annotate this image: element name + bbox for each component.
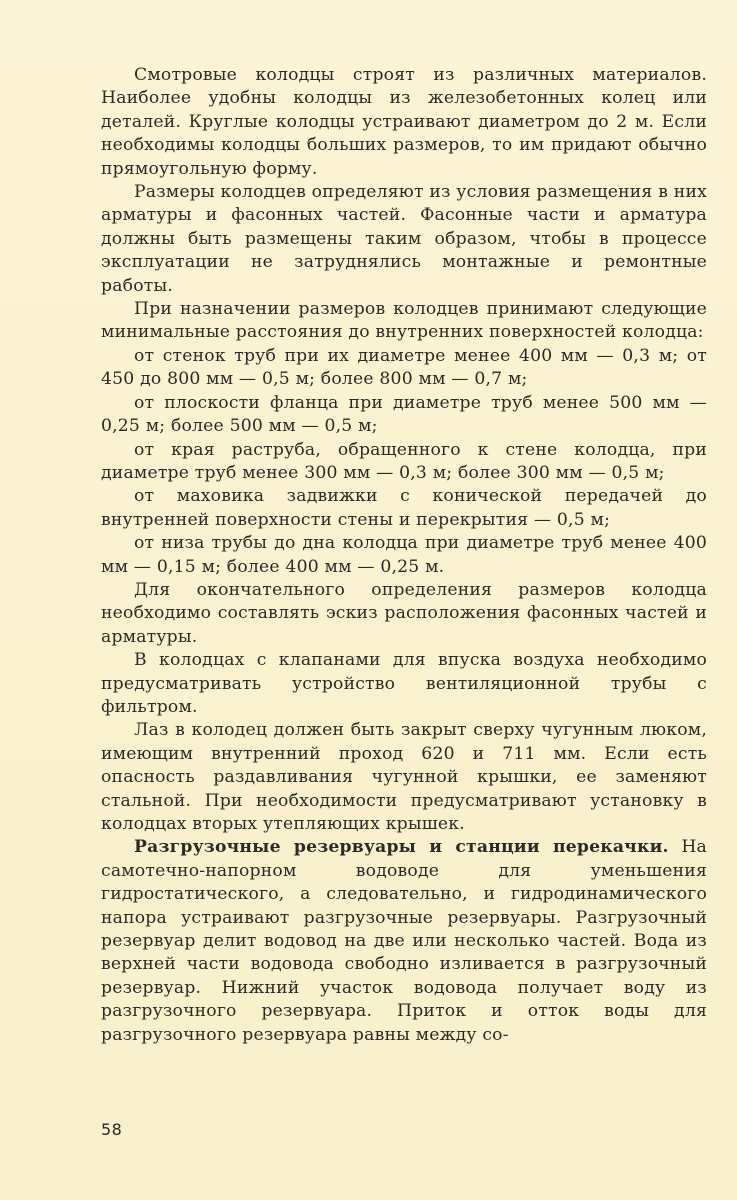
page-number: 58 bbox=[101, 1120, 123, 1139]
paragraph-min-distances-intro: При назначении размеров колодцев принимают следующие минимальные расстояния до внутренних поверхностей колодца: bbox=[101, 299, 707, 343]
section-heading: Разгрузочные резервуары и станции перекачки. bbox=[134, 837, 669, 858]
list-item-valve-handwheel: от маховика задвижки с конической передачей до внутренней поверхности стены и перекрытия — 0,5 м; bbox=[101, 486, 707, 530]
list-item-flange: от плоскости фланца при диаметре труб менее 500 мм — 0,25 м; более 500 мм — 0,5 м; bbox=[101, 392, 707, 437]
paragraph-relief-text: На самотечно-напорном водоводе для уменьшения гидростатического, а следовательно, и гидродинамического напора устраивают разгрузочные резервуары. Разгрузочный резервуар делит водовод на две или несколько частей. Вода из верхней части водовода свободно изливается в разгрузочный резервуар. Нижний участок водовода получает воду из разгрузочного резервуара. Приток и отток воды для разгрузочного резервуара равны между со- bbox=[101, 837, 707, 1045]
list-item-pipe-bottom: от низа трубы до дна колодца при диаметре труб менее 400 мм — 0,15 м; более 400 мм — 0,25 м. bbox=[101, 533, 707, 577]
paragraph-air-valves: В колодцах с клапанами для впуска воздуха необходимо предусматривать устройство вентиляционной трубы с фильтром. bbox=[101, 650, 707, 717]
list-item-pipe-walls: от стенок труб при их диаметре менее 400 мм — 0,3 м; от 450 до 800 мм — 0,5 м; более 800 мм — 0,7 м; bbox=[101, 345, 707, 390]
page-text bbox=[101, 64, 707, 1047]
paragraph-sketch: Для окончательного определения размеров колодца необходимо составлять эскиз расположения фасонных частей и арматуры. bbox=[101, 579, 707, 647]
paragraph-relief-reservoirs bbox=[101, 836, 707, 1047]
paragraph-wells-materials: Смотровые колодцы строят из различных материалов. Наиболее удобны колодцы из железобетонных колец или деталей. Круглые колодцы устраивают диаметром до 2 м. Если необходимы колодцы больших размеров, то им придают обычно прямоугольную форму. bbox=[101, 65, 707, 179]
list-item-socket: от края раструба, обращенного к стене колодца, при диаметре труб менее 300 мм — 0,3 м; более 300 мм — 0,5 м; bbox=[101, 439, 707, 483]
paragraph-wells-sizes: Размеры колодцев определяют из условия размещения в них арматуры и фасонных частей. Фасонные части и арматура должны быть размещены таким образом, чтобы в процессе эксплуатации не затруднялись монтажные и ремонтные работы. bbox=[101, 182, 707, 296]
paragraph-manhole: Лаз в колодец должен быть закрыт сверху чугунным люком, имеющим внутренний проход 620 и 711 мм. Если есть опасность раздавливания чугунной крышки, ее заменяют стальной. При необходимости предусматривают установку в колодцах вторых утепляющих крышек. bbox=[101, 720, 707, 834]
